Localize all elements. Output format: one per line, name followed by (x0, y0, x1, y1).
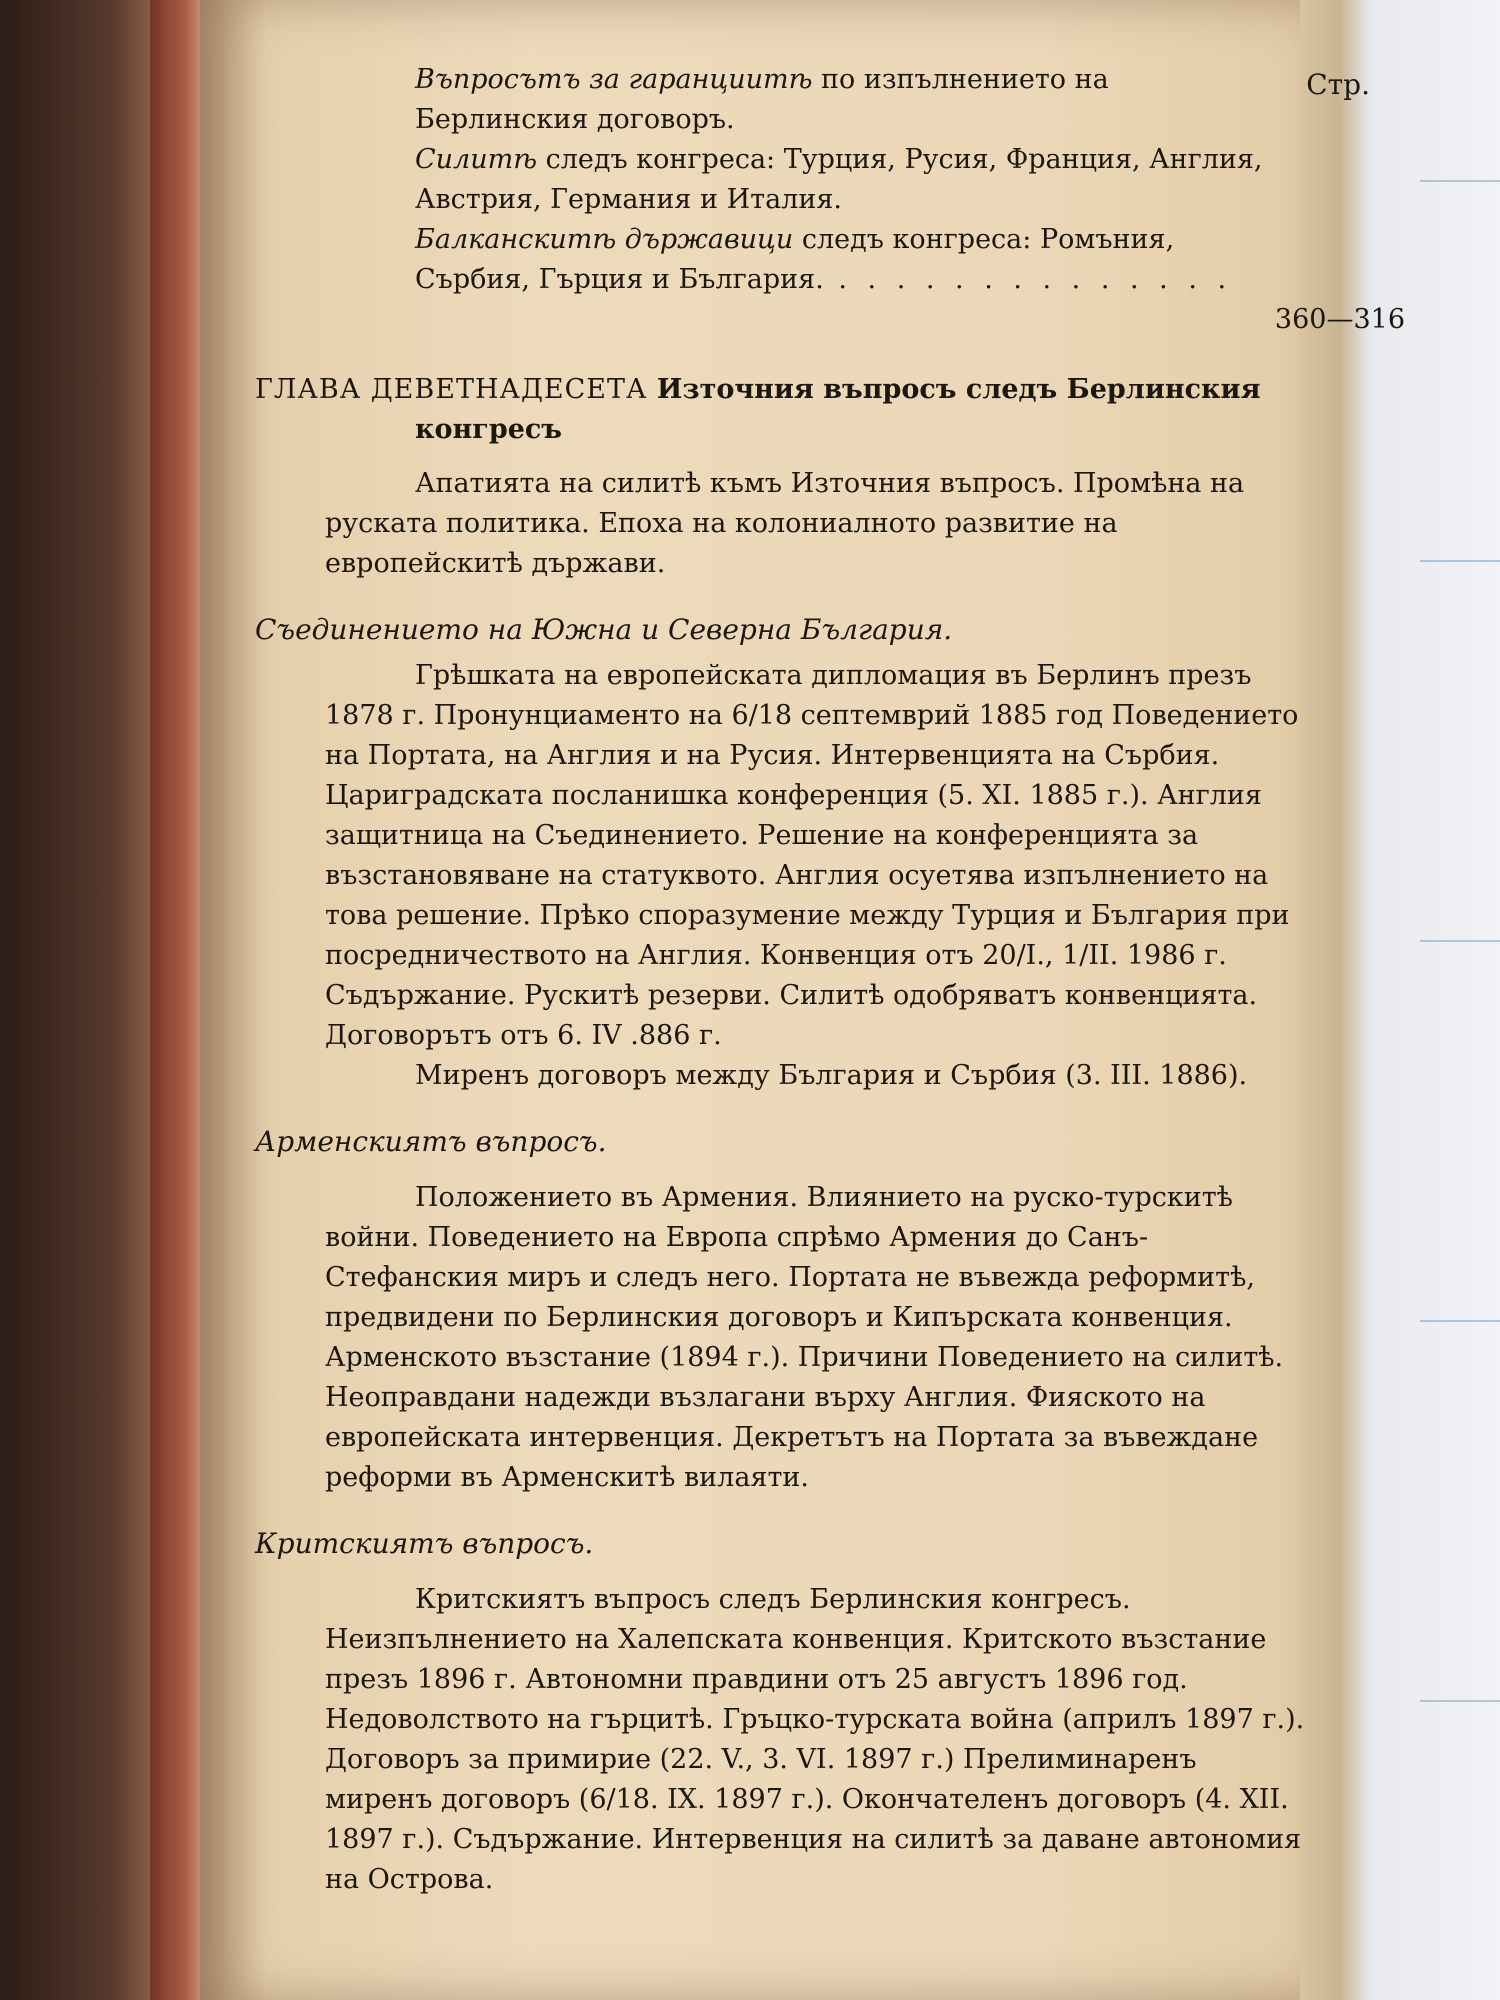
chapter-heading (255, 370, 1360, 410)
section-heading: Критскиятъ въпросъ. (255, 1527, 594, 1560)
notebook-rule (1420, 180, 1500, 182)
chapter-intro-block (255, 464, 1305, 584)
topic-text: по изпълнението на Берлинския договоръ. (415, 64, 1109, 135)
top-line (415, 140, 1285, 220)
section-heading: Арменскиятъ въпросъ. (255, 1125, 607, 1158)
section-body (255, 1580, 1305, 1900)
section-paragraph: Миренъ договоръ между България и Сърбия (3. III. 1886). (415, 1060, 1248, 1091)
top-line (415, 220, 1285, 300)
chapter-label: ГЛАВА ДЕВЕТНАДЕСЕТА (255, 374, 648, 405)
section-heading: Съединението на Южна и Северна България. (255, 613, 953, 646)
notebook-rule (1420, 1320, 1500, 1322)
topic-italic: Балканскитѣ държавици (415, 224, 794, 255)
chapter-title: Източния въпросъ следъ Берлинския (656, 374, 1261, 405)
page-reference: 360—316 (1274, 304, 1405, 335)
section-paragraph: Критскиятъ въпросъ следъ Берлинския конгресъ. Неизпълнението на Халепската конвенция. Критското възстание презъ 1896 г. Автономни правдини отъ 25 августъ 1896 год. Недоволството на гърцитѣ. Гръцко-турската война (априлъ 1897 г.). Договоръ за примирие (22. V., 3. VI. 1897 г.) Прелиминаренъ миренъ договоръ (6/18. IX. 1897 г.). Окончателенъ договоръ (4. XII. 1897 г.). Съдържание. Интервенция на силитѣ за даване автономия на Острова. (325, 1584, 1305, 1895)
topic-italic: Силитѣ (415, 144, 538, 175)
page-column-label: Стр. (1306, 68, 1370, 101)
chapter-title-continued: конгресъ (415, 414, 563, 445)
page-ref-row (415, 300, 1405, 340)
notebook-rule (1420, 560, 1500, 562)
top-line (415, 60, 1285, 140)
topic-italic: Въпросътъ за гаранциитѣ (415, 64, 813, 95)
section-paragraph: Положението въ Армения. Влиянието на руско-турскитѣ войни. Поведението на Европа спрѣмо Армения до Санъ-Стефанския миръ и следъ него. Портата не въвежда реформитѣ, предвидени по Берлинския договоръ и Кипърската конвенция. Арменското възстание (1894 г.). Причини Поведението на силитѣ. Неоправдани надежди възлагани върху Англия. Фияското на европейската интервенция. Декретътъ на Портата за въвеждане реформи въ Арменскитѣ вилаяти. (325, 1182, 1284, 1493)
notebook-rule (1420, 940, 1500, 942)
section-body (255, 656, 1305, 1096)
section-paragraph: Грѣшката на европейската дипломация въ Берлинъ презъ 1878 г. Пронунциаменто на 6/18 септемврий 1885 год Поведението на Портата, на Англия и на Русия. Интервенцията на Сърбия. Цариградската посланишка конференция (5. XI. 1885 г.). Англия защитница на Съединението. Решение на конференцията за възстановяване на статуквото. Англия осуетява изпълнението на това решение. Прѣко споразумение между Турция и България при посредничеството на Англия. Конвенция отъ 20/I., 1/II. 1986 г. Съдържание. Рускитѣ резерви. Силитѣ одобряватъ конвенцията. Договорътъ отъ 6. IV .886 г. (325, 660, 1299, 1051)
notebook-rule (1420, 1700, 1500, 1702)
page-content (255, 40, 1405, 1900)
topic-text: следъ конгреса: Турция, Русия, Франция, Англия, Австрия, Германия и Италия. (415, 144, 1263, 215)
top-block (255, 60, 1405, 340)
section-body (255, 1178, 1305, 1498)
chapter-intro: Апатията на силитѣ къмъ Източния въпросъ. Промѣна на руската политика. Епоха на колониалното развитие на европейскитѣ държави. (325, 468, 1245, 579)
topic-text: следъ конгреса: Ромъния, Сърбия, Гърция и България. (415, 224, 1175, 295)
leader-dots: . . . . . . . . . . . . . . (823, 264, 1233, 295)
